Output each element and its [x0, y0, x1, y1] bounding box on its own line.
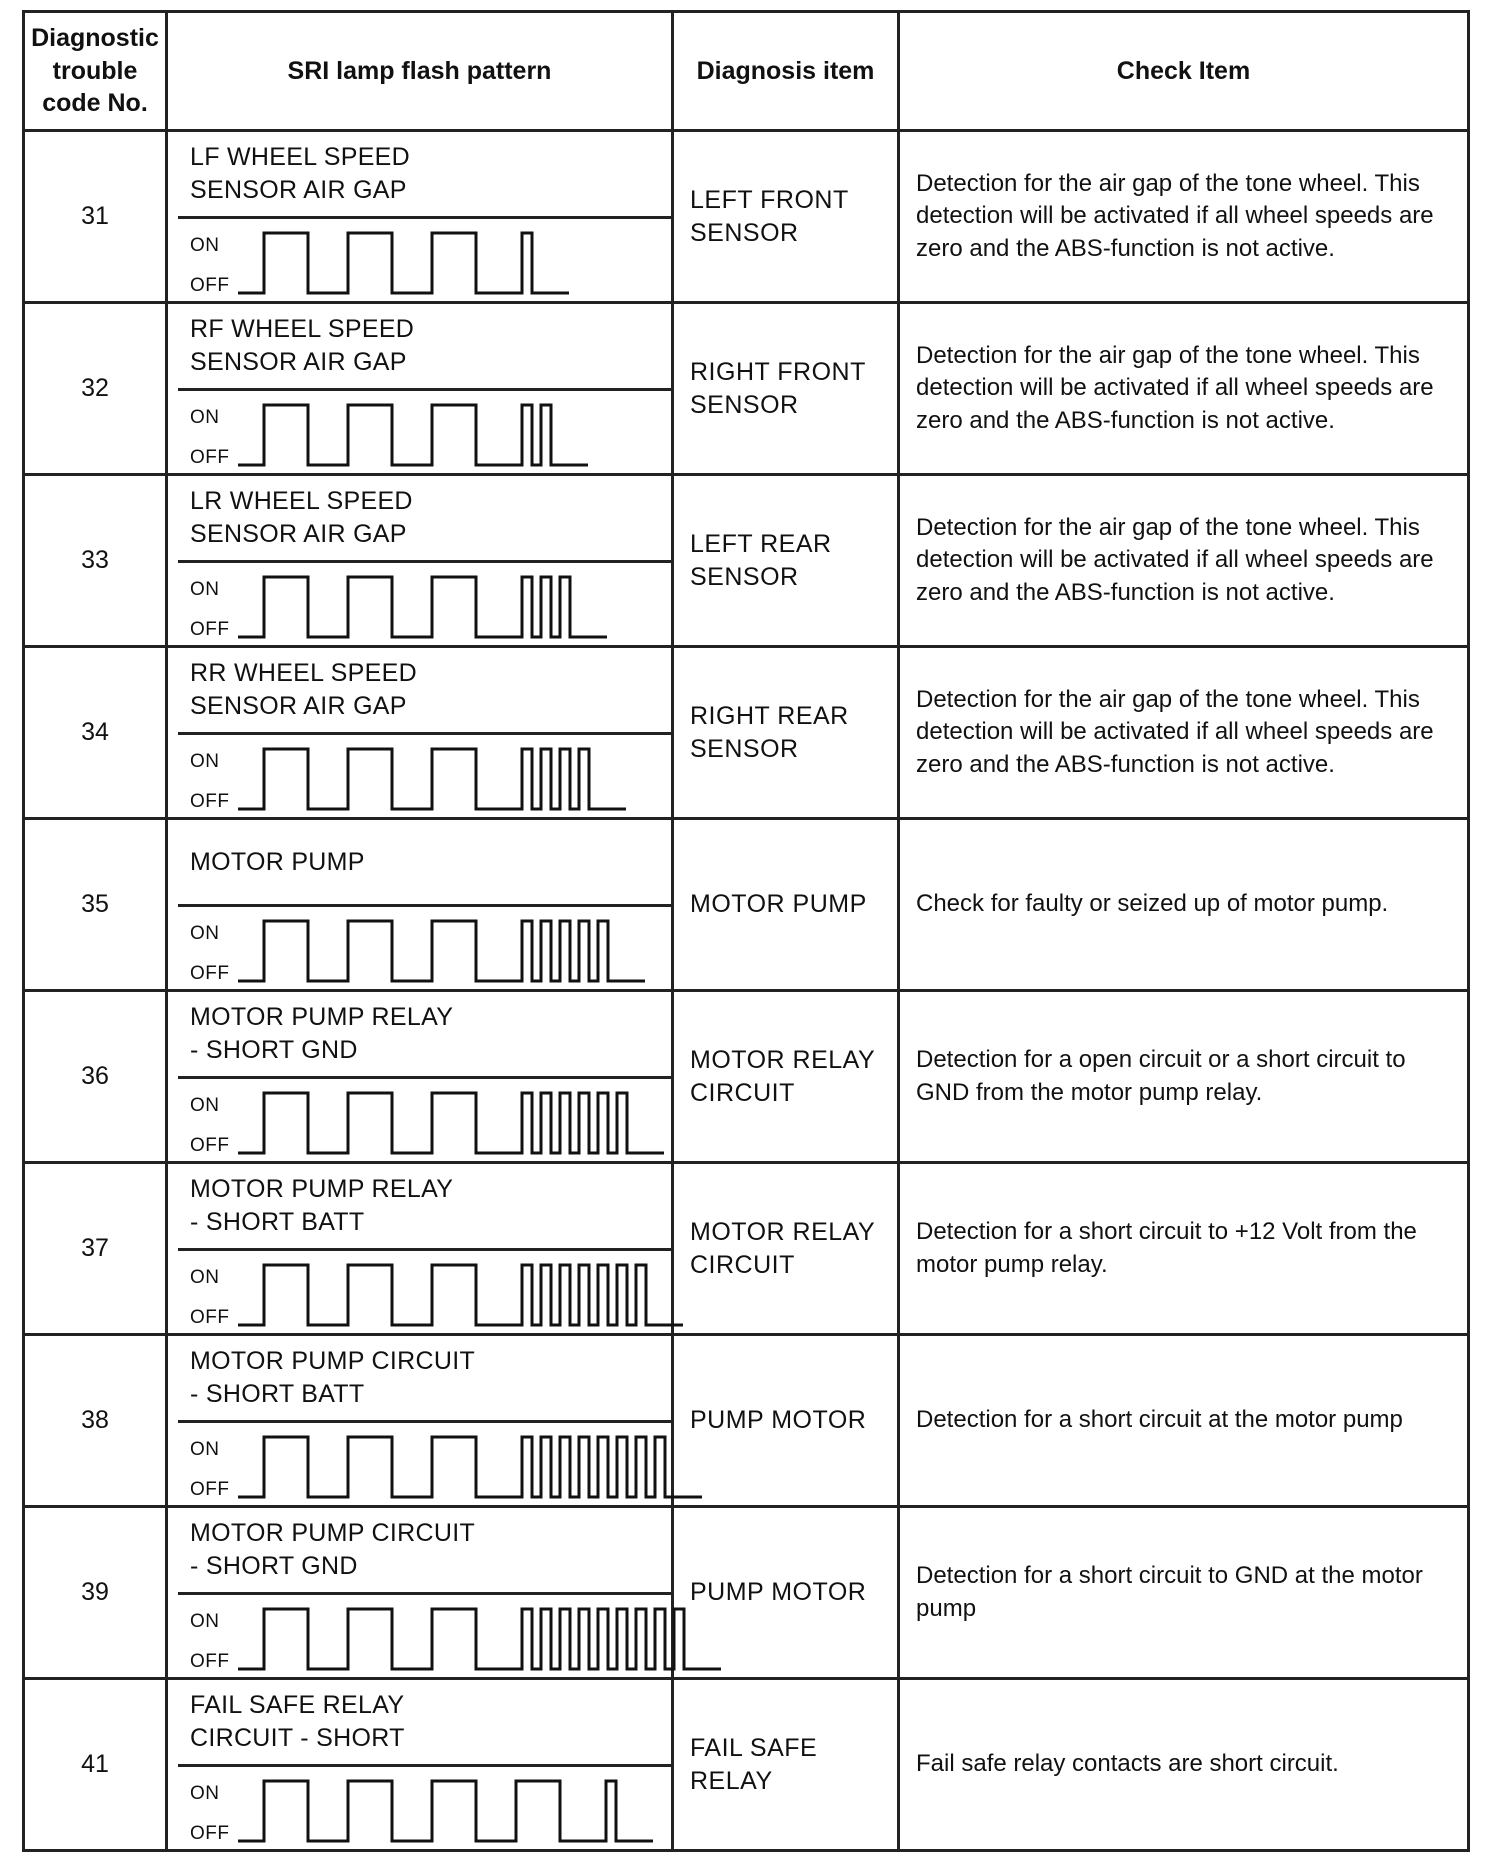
diagnosis-item: FAIL SAFE RELAY: [673, 1679, 899, 1851]
off-label: OFF: [190, 447, 230, 468]
trouble-code: 38: [24, 1335, 167, 1507]
trouble-code: 36: [24, 991, 167, 1163]
check-item: Detection for the air gap of the tone wheel. This detection will be activated if all wheel speeds are zero and the ABS-function is not active.: [899, 475, 1469, 647]
flash-pattern-cell: [167, 1679, 673, 1851]
table-row: [24, 1163, 1469, 1335]
check-item: Detection for the air gap of the tone wheel. This detection will be activated if all wheel speeds are zero and the ABS-function is not active.: [899, 131, 1469, 303]
waveform-path: [238, 233, 569, 293]
on-label: ON: [190, 235, 220, 256]
check-item: Check for faulty or seized up of motor pump.: [899, 819, 1469, 991]
flash-pattern-name: RF WHEEL SPEED SENSOR AIR GAP: [190, 315, 415, 376]
table-row: [24, 991, 1469, 1163]
trouble-code: 39: [24, 1507, 167, 1679]
table-row: [24, 131, 1469, 303]
on-label: ON: [190, 1783, 220, 1804]
header-code: Diagnostic trouble code No.: [24, 12, 167, 131]
off-label: OFF: [190, 1823, 230, 1844]
flash-pattern-name: RR WHEEL SPEED SENSOR AIR GAP: [190, 659, 417, 720]
waveform-path: [238, 749, 626, 809]
flash-pattern-name: LR WHEEL SPEED SENSOR AIR GAP: [190, 487, 413, 548]
on-label: ON: [190, 751, 220, 772]
flash-waveform: [238, 1251, 674, 1333]
table-row: [24, 647, 1469, 819]
diagnosis-item: RIGHT REAR SENSOR: [673, 647, 899, 819]
check-item: Detection for the air gap of the tone wheel. This detection will be activated if all wheel speeds are zero and the ABS-function is not active.: [899, 303, 1469, 475]
off-label: OFF: [190, 963, 230, 984]
flash-pattern-name: MOTOR PUMP RELAY - SHORT GND: [190, 1003, 454, 1064]
trouble-code: 32: [24, 303, 167, 475]
flash-pattern-cell: [167, 1163, 673, 1335]
diagnosis-item: LEFT FRONT SENSOR: [673, 131, 899, 303]
on-label: ON: [190, 1267, 220, 1288]
flash-waveform: [238, 391, 674, 473]
flash-pattern-cell: [167, 475, 673, 647]
flash-waveform: [238, 907, 674, 989]
flash-waveform: [238, 1595, 674, 1677]
diagnosis-item: MOTOR RELAY CIRCUIT: [673, 991, 899, 1163]
trouble-code: 41: [24, 1679, 167, 1851]
flash-pattern-name: FAIL SAFE RELAY CIRCUIT - SHORT: [190, 1691, 405, 1752]
header-pattern: SRI lamp flash pattern: [167, 12, 673, 131]
waveform-path: [238, 577, 607, 637]
flash-waveform: [238, 1767, 674, 1849]
table-row: [24, 303, 1469, 475]
table-row: [24, 1679, 1469, 1851]
trouble-code: 37: [24, 1163, 167, 1335]
flash-pattern-cell: [167, 131, 673, 303]
diagnosis-item: PUMP MOTOR: [673, 1507, 899, 1679]
trouble-code: 33: [24, 475, 167, 647]
waveform-path: [238, 1781, 653, 1841]
diagnosis-item: MOTOR PUMP: [673, 819, 899, 991]
on-label: ON: [190, 1439, 220, 1460]
flash-pattern-name: MOTOR PUMP RELAY - SHORT BATT: [190, 1175, 454, 1236]
header-diagnosis: Diagnosis item: [673, 12, 899, 131]
off-label: OFF: [190, 791, 230, 812]
flash-pattern-name: LF WHEEL SPEED SENSOR AIR GAP: [190, 143, 410, 204]
flash-pattern-cell: [167, 991, 673, 1163]
waveform-path: [238, 1093, 664, 1153]
check-item: Fail safe relay contacts are short circuit.: [899, 1679, 1469, 1851]
diagnosis-item: RIGHT FRONT SENSOR: [673, 303, 899, 475]
check-item: Detection for a short circuit at the motor pump: [899, 1335, 1469, 1507]
diagnosis-item: MOTOR RELAY CIRCUIT: [673, 1163, 899, 1335]
on-label: ON: [190, 1611, 220, 1632]
on-label: ON: [190, 579, 220, 600]
flash-pattern-name: MOTOR PUMP CIRCUIT - SHORT BATT: [190, 1347, 476, 1408]
flash-pattern-name: MOTOR PUMP: [190, 847, 365, 876]
check-item: Detection for a open circuit or a short circuit to GND from the motor pump relay.: [899, 991, 1469, 1163]
off-label: OFF: [190, 1651, 230, 1672]
on-label: ON: [190, 407, 220, 428]
check-item: Detection for a short circuit to GND at the motor pump: [899, 1507, 1469, 1679]
off-label: OFF: [190, 619, 230, 640]
flash-waveform: [238, 219, 674, 301]
waveform-path: [238, 921, 645, 981]
off-label: OFF: [190, 275, 230, 296]
flash-waveform: [238, 1079, 674, 1161]
flash-waveform: [238, 563, 674, 645]
on-label: ON: [190, 923, 220, 944]
diagnostic-code-table: [22, 10, 1470, 1852]
on-label: ON: [190, 1095, 220, 1116]
diagnosis-item: PUMP MOTOR: [673, 1335, 899, 1507]
diagnosis-item: LEFT REAR SENSOR: [673, 475, 899, 647]
waveform-path: [238, 1437, 702, 1497]
trouble-code: 34: [24, 647, 167, 819]
flash-waveform: [238, 735, 674, 817]
flash-pattern-cell: [167, 1335, 673, 1507]
table-row: [24, 1335, 1469, 1507]
table-row: [24, 475, 1469, 647]
table-row: [24, 1507, 1469, 1679]
header-check: Check Item: [899, 12, 1469, 131]
trouble-code: 35: [24, 819, 167, 991]
flash-waveform: [238, 1423, 674, 1505]
off-label: OFF: [190, 1135, 230, 1156]
flash-pattern-cell: [167, 303, 673, 475]
flash-pattern-cell: [167, 647, 673, 819]
waveform-path: [238, 1609, 721, 1669]
check-item: Detection for a short circuit to +12 Volt from the motor pump relay.: [899, 1163, 1469, 1335]
waveform-path: [238, 405, 588, 465]
header-row: [24, 12, 1469, 131]
flash-pattern-cell: [167, 819, 673, 991]
table-row: [24, 819, 1469, 991]
off-label: OFF: [190, 1307, 230, 1328]
flash-pattern-name: MOTOR PUMP CIRCUIT - SHORT GND: [190, 1519, 476, 1580]
off-label: OFF: [190, 1479, 230, 1500]
flash-pattern-cell: [167, 1507, 673, 1679]
waveform-path: [238, 1265, 683, 1325]
trouble-code: 31: [24, 131, 167, 303]
check-item: Detection for the air gap of the tone wheel. This detection will be activated if all wheel speeds are zero and the ABS-function is not active.: [899, 647, 1469, 819]
